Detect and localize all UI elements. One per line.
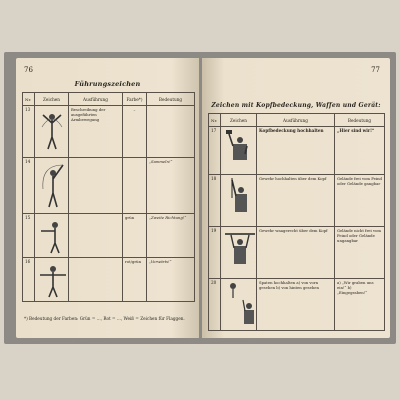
- row-number: 18: [209, 175, 221, 227]
- header-ausfuehrung: Ausführung: [257, 114, 335, 127]
- row-bedeutung: „Sammeln!“: [147, 158, 195, 214]
- row-farbe: rot/grün: [123, 258, 147, 302]
- header-nr: Nr.: [23, 93, 35, 106]
- signal-figure: [35, 258, 69, 302]
- row-ausfuehrung: Spaten hochhalten a) von vorn gesehen b) von hinten gesehen: [257, 279, 335, 331]
- row-ausfuehrung: [69, 214, 123, 258]
- header-zeichen: Zeichen: [221, 114, 257, 127]
- figure-raised-arms-icon: [37, 107, 69, 151]
- row-ausfuehrung: Gewehr waagerecht über dem Kopf: [257, 227, 335, 279]
- signal-figure: [35, 106, 69, 158]
- figure-rifle-horizontal-icon: [223, 228, 257, 276]
- table-row: [23, 258, 195, 302]
- table-row: [209, 227, 385, 279]
- table-row: [23, 214, 195, 258]
- left-page-number: 76: [24, 66, 33, 74]
- header-bedeutung: Bedeutung: [147, 93, 195, 106]
- figure-rifle-raised-icon: [223, 176, 257, 224]
- row-number: 19: [209, 227, 221, 279]
- row-number: 16: [23, 258, 35, 302]
- header-bedeutung: Bedeutung: [335, 114, 385, 127]
- header-nr: Nr.: [209, 114, 221, 127]
- signal-figure: [221, 279, 257, 331]
- signal-figure: [221, 127, 257, 175]
- row-ausfuehrung: [69, 158, 123, 214]
- row-bedeutung: [147, 106, 195, 158]
- header-zeichen: Zeichen: [35, 93, 69, 106]
- left-page: [16, 58, 199, 338]
- row-bedeutung: Gelände frei vom Feind oder Gelände gangbar: [335, 175, 385, 227]
- header-farbe: Farbe*): [123, 93, 147, 106]
- left-signal-table: [22, 92, 195, 302]
- row-ausfuehrung: [69, 258, 123, 302]
- row-ausfuehrung: Gewehr hochhalten über dem Kopf: [257, 175, 335, 227]
- row-number: 17: [209, 127, 221, 175]
- figure-pointing-icon: [37, 215, 69, 255]
- right-signal-table: [208, 113, 385, 331]
- row-bedeutung: Gelände nicht frei vom Feind oder Gelände ungangbar: [335, 227, 385, 279]
- figure-circle-arm-icon: [37, 159, 69, 209]
- table-header-row: [23, 93, 195, 106]
- table-row: [209, 279, 385, 331]
- left-page-title: Führungszeichen: [74, 80, 141, 88]
- signal-figure: [35, 158, 69, 214]
- signal-figure: [221, 227, 257, 279]
- right-page-number: 77: [371, 66, 380, 74]
- left-footnote: *) Bedeutung der Farben: Grün = ..., Rot = ..., Weiß = Zeichen für Flaggen.: [24, 316, 185, 321]
- right-page: [202, 58, 390, 338]
- row-bedeutung: „Vorwärts!“: [147, 258, 195, 302]
- figure-arms-spread-icon: [37, 259, 69, 299]
- table-row: [209, 175, 385, 227]
- row-bedeutung: „Hier sind wir!“: [335, 127, 385, 175]
- figure-raised-cap-icon: [223, 128, 257, 172]
- table-row: [23, 106, 195, 158]
- row-farbe: [123, 158, 147, 214]
- row-farbe: grün: [123, 214, 147, 258]
- row-number: 20: [209, 279, 221, 331]
- background: [0, 344, 400, 400]
- right-page-title: Zeichen mit Kopfbedeckung, Waffen und Gerät:: [211, 102, 381, 109]
- signal-figure: [221, 175, 257, 227]
- figure-spade-raised-icon: [223, 280, 257, 328]
- row-bedeutung: „Zweite Richtung!“: [147, 214, 195, 258]
- header-ausfuehrung: Ausführung: [69, 93, 123, 106]
- row-ausfuehrung: Beschreibung der ausgeführten Armbewegung: [69, 106, 123, 158]
- table-row: [209, 127, 385, 175]
- row-bedeutung: a) „Wir graben uns ein!“ b) „Eingegraben!“: [335, 279, 385, 331]
- row-number: 14: [23, 158, 35, 214]
- signal-figure: [35, 214, 69, 258]
- row-number: 15: [23, 214, 35, 258]
- table-header-row: [209, 114, 385, 127]
- table-row: [23, 158, 195, 214]
- row-farbe: –: [123, 106, 147, 158]
- row-ausfuehrung: Kopfbedeckung hochhalten: [257, 127, 335, 175]
- row-number: 13: [23, 106, 35, 158]
